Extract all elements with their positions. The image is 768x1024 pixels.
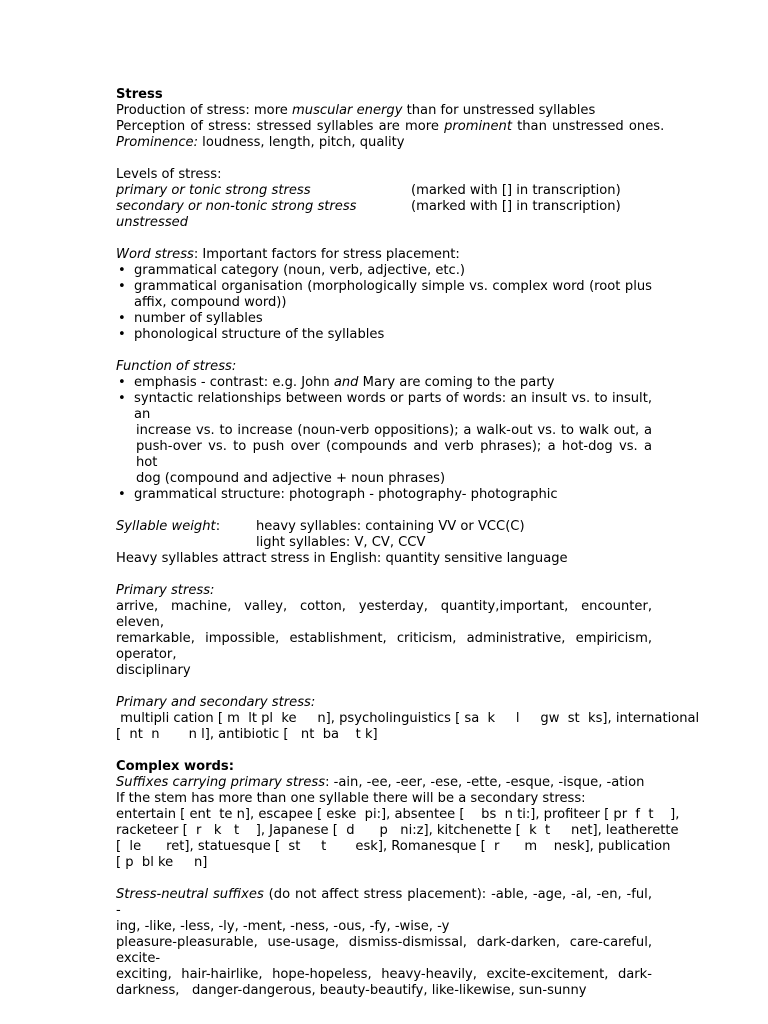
production-line — [116, 103, 652, 119]
list-item: • number of syllables — [116, 311, 652, 327]
complex-line: [ le ret], statuesque [ st t esk], Romanesque [ r m nesk], publication — [116, 839, 671, 854]
weight-note: Heavy syllables attract stress in English: quantity sensitive language — [116, 551, 568, 566]
text: Perception of stress: stressed syllables are more — [116, 119, 445, 134]
primsec-line: [ nt n n l], antibiotic [ nt ba t k] — [116, 727, 378, 742]
neutral-line: exciting, hair-hairlike, hope-hopeless, heavy-heavily, excite-excitement, dark- — [116, 967, 652, 982]
light-syllables: light syllables: V, CV, CCV — [256, 535, 426, 550]
level-note: (marked with [] in transcription) — [411, 199, 621, 214]
italic-text: Word stress — [116, 247, 194, 262]
text: Mary are coming to the party — [358, 375, 555, 390]
text: : — [215, 519, 221, 534]
list-item — [116, 391, 652, 487]
primsec-line: multipli cation [ m lt pl ke n], psycholinguistics [ sa k l gw st ks], international — [116, 711, 700, 726]
text: than unstressed ones. — [511, 119, 665, 134]
italic-text: Stress-neutral suffixes — [116, 887, 264, 902]
text: (do not affect stress placement): -able, -age, -al, -en, -ful, - — [116, 887, 652, 918]
text: increase vs. to increase (noun-verb oppositions); a walk-out vs. to walk out, a — [136, 423, 652, 438]
text: loudness, length, pitch, quality — [198, 135, 405, 150]
neutral-line: ing, -like, -less, -ly, -ment, -ness, -ous, -fy, -wise, -y — [116, 919, 450, 934]
text: push-over vs. to push over (compounds and verb phrases); a hot-dog vs. a hot — [136, 439, 652, 470]
primary-title: Primary stress: — [116, 583, 215, 598]
italic-text: Syllable weight — [116, 519, 216, 534]
text: Production of stress: more — [116, 103, 293, 118]
complex-heading: Complex words: — [116, 759, 234, 774]
text: affix, compound word)) — [134, 295, 287, 310]
complex-line: racketeer [ r k t ], Japanese [ d p ni:z], kitchenette [ k t net], leatherette — [116, 823, 679, 838]
list-item — [116, 279, 652, 311]
text: : -ain, -ee, -eer, -ese, -ette, -esque, -isque, -ation — [325, 775, 645, 790]
syllable-weight-row — [116, 519, 652, 535]
prominence-line — [116, 135, 652, 151]
level-note: (marked with [] in transcription) — [411, 183, 621, 198]
primary-line: disciplinary — [116, 663, 191, 678]
suffix-line — [116, 775, 652, 791]
stress-heading: Stress — [116, 87, 163, 102]
function-title: Function of stress: — [116, 359, 237, 374]
text: • syntactic relationships between words or parts of words: an insult vs. to insult, an — [134, 391, 652, 422]
italic-text: muscular energy — [292, 103, 403, 118]
level-name: primary or tonic strong stress — [116, 183, 311, 198]
list-item: • phonological structure of the syllables — [116, 327, 652, 343]
neutral-title — [116, 887, 652, 919]
level-name: secondary or non-tonic strong stress — [116, 199, 357, 214]
word-stress-title — [116, 247, 652, 263]
syllable-weight-row — [116, 535, 652, 551]
text: emphasis - contrast: e.g. John — [134, 375, 334, 390]
level-name: unstressed — [116, 215, 189, 230]
primary-line: arrive, machine, valley, cotton, yesterday, quantity,important, encounter, eleven, — [116, 599, 652, 630]
list-item — [116, 375, 652, 391]
italic-text: prominent — [444, 119, 512, 134]
levels-row — [116, 199, 652, 215]
levels-title: Levels of stress: — [116, 167, 222, 182]
document-page — [116, 87, 700, 999]
levels-row — [116, 183, 652, 199]
neutral-line: pleasure-pleasurable, use-usage, dismiss-dismissal, dark-darken, care-careful, excite- — [116, 935, 652, 966]
list-item: • grammatical structure: photograph - photography- photographic — [116, 487, 652, 503]
word-stress-list — [116, 263, 652, 343]
function-list — [116, 375, 652, 503]
text: than for unstressed syllables — [402, 103, 596, 118]
complex-line: entertain [ ent te n], escapee [ eske pi:], absentee [ bs n ti:], profiteer [ pr f t ], — [116, 807, 680, 822]
primary-line: remarkable, impossible, establishment, criticism, administrative, empiricism, operator, — [116, 631, 652, 662]
perception-line — [116, 119, 665, 135]
heavy-syllables: heavy syllables: containing VV or VCC(C) — [256, 519, 525, 534]
complex-line: If the stem has more than one syllable there will be a secondary stress: — [116, 791, 586, 806]
levels-row — [116, 215, 652, 231]
italic-text: and — [333, 375, 359, 390]
italic-text: Prominence: — [116, 135, 199, 150]
text: dog (compound and adjective + noun phrases) — [136, 471, 446, 486]
list-item: • grammatical category (noun, verb, adjective, etc.) — [116, 263, 652, 279]
syllable-weight-label — [116, 519, 256, 535]
neutral-line: darkness, danger-dangerous, beauty-beautify, like-likewise, sun-sunny — [116, 983, 587, 998]
text: • grammatical organisation (morphologically simple vs. complex word (root plus — [134, 279, 652, 294]
italic-text: Suffixes carrying primary stress — [116, 775, 326, 790]
primsec-title: Primary and secondary stress: — [116, 695, 316, 710]
complex-line: [ p bl ke n] — [116, 855, 208, 870]
text: : Important factors for stress placement: — [193, 247, 460, 262]
